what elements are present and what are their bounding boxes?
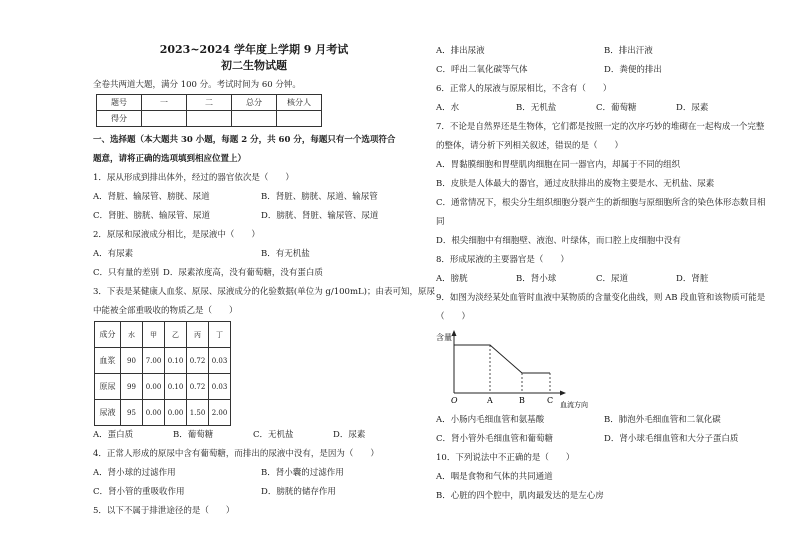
origin-label: O <box>451 396 458 405</box>
table-header-cell: 甲 <box>143 322 165 348</box>
q2-stem: 2．原尿和尿液成分相比，是尿液中（ ） <box>93 230 260 241</box>
q7-option-a[interactable]: A．胃黏膜细胞和胃壁肌肉细胞在同一器官内，却属于不同的组织 <box>436 160 681 170</box>
table-header-cell: 丁 <box>209 322 231 348</box>
q2-option-d[interactable]: D．尿素浓度高，没有葡萄糖，没有蛋白质 <box>163 268 323 279</box>
table-cell: 原尿 <box>95 374 121 400</box>
score-cell: 核分人 <box>277 95 322 111</box>
q8-option-d[interactable]: D．肾脏 <box>676 274 709 284</box>
q7-option-c[interactable]: C．通常情况下，根尖分生组织细胞分裂产生的新细胞与原细胞所含的染色体形态数目相 <box>436 198 766 208</box>
table-header-cell: 乙 <box>165 322 187 348</box>
score-cell: 二 <box>187 95 232 111</box>
q10-option-a[interactable]: A．咽是食物和气体的共同通道 <box>436 472 553 482</box>
q6-options <box>436 99 766 118</box>
y-axis-label: 含量 <box>436 333 452 342</box>
q1-option-d[interactable]: D．膀胱、肾脏、输尿管、尿道 <box>261 211 379 222</box>
score-cell: 得分 <box>97 111 142 127</box>
q8-options <box>436 270 766 289</box>
q1-stem: 1．尿从形成到排出体外，经过的器官依次是（ ） <box>93 173 294 184</box>
q8-option-a[interactable]: A．膀胱 <box>436 274 468 284</box>
table-cell: 95 <box>121 400 143 426</box>
q4-option-d[interactable]: D．膀胱的储存作用 <box>261 487 336 498</box>
table-cell: 2.00 <box>209 400 231 426</box>
q2-option-b[interactable]: B．有无机盐 <box>261 249 310 260</box>
q3-options <box>93 426 415 445</box>
table-cell: 0.03 <box>209 348 231 374</box>
y-axis-arrow <box>452 330 457 336</box>
table-row <box>95 374 231 400</box>
table-row <box>95 348 231 374</box>
point-b-label: B <box>519 396 525 405</box>
q2-options <box>93 245 415 264</box>
q8-stem: 8．形成尿液的主要器官是（ ） <box>436 255 569 265</box>
q9-option-d[interactable]: D．肾小球毛细血管和大分子蛋白质 <box>604 434 739 444</box>
table-cell: 0.10 <box>165 348 187 374</box>
q9-diagram <box>436 327 766 411</box>
q3-stem: 中能被全部重吸收的物质乙是（ ） <box>93 306 238 317</box>
q1-options <box>93 188 415 207</box>
exam-info: 全卷共两道大题，满分 100 分。考试时间为 60 分钟。 <box>93 80 301 91</box>
q10-stem: 10．下列说法中不正确的是（ ） <box>436 453 575 463</box>
q10-option-b[interactable]: B．心脏的四个腔中，肌肉最发达的是左心房 <box>436 491 604 501</box>
q3-option-d[interactable]: D．尿素 <box>333 430 366 441</box>
table-cell: 血浆 <box>95 348 121 374</box>
x-axis-arrow <box>560 391 566 396</box>
section-heading: 题意，请将正确的选项填到相应位置上） <box>93 154 247 165</box>
q4-option-c[interactable]: C．肾小管的重吸收作用 <box>93 487 185 498</box>
q9-option-a[interactable]: A．小肠内毛细血管和氨基酸 <box>436 415 545 425</box>
table-header-cell: 成分 <box>95 322 121 348</box>
x-axis-label: 血流方向 <box>560 401 588 409</box>
q6-option-d[interactable]: D．尿素 <box>676 103 709 113</box>
table-header-cell: 水 <box>121 322 143 348</box>
table-cell: 90 <box>121 348 143 374</box>
q8-option-b[interactable]: B．肾小球 <box>516 274 557 284</box>
point-c-label: C <box>547 396 554 405</box>
q4-options <box>93 483 415 502</box>
q9-option-c[interactable]: C．肾小管外毛细血管和葡萄糖 <box>436 434 554 444</box>
q3-stem: 3．下表是某健康人血浆、原尿、尿液成分的化验数据(单位为 g/100mL)；由表可知，原尿 <box>93 287 435 298</box>
table-row <box>95 400 231 426</box>
table-cell: 7.00 <box>143 348 165 374</box>
q4-options <box>93 464 415 483</box>
table-cell: 0.03 <box>209 374 231 400</box>
score-table <box>96 94 322 127</box>
q7-option-b[interactable]: B．皮肤是人体最大的器官，通过皮肤排出的废物主要是水、无机盐、尿素 <box>436 179 715 189</box>
q5-stem: 5．以下不属于排泄途径的是（ ） <box>93 506 235 517</box>
table-cell: 1.50 <box>187 400 209 426</box>
q5-option-d[interactable]: D．粪便的排出 <box>604 65 662 75</box>
q9-options <box>436 430 766 449</box>
q7-stem: 的整体，请分析下列相关叙述，错误的是（ ） <box>436 141 624 151</box>
q7-option-c-cont: 同 <box>436 217 445 227</box>
right-column <box>436 42 766 506</box>
q5-options <box>436 61 766 80</box>
q7-stem: 7．不论是自然界还是生物体，它们都是按照一定的次序巧妙的堆砌在一起构成一个完整 <box>436 122 765 132</box>
section-heading: 一、选择题（本大题共 30 小题，每题 2 分，共 60 分，每题只有一个选项符合 <box>93 135 396 146</box>
table-cell: 0.00 <box>143 374 165 400</box>
table-cell: 0.00 <box>143 400 165 426</box>
q4-stem: 4．正常人形成的原尿中含有葡萄糖，而排出的尿液中没有，是因为（ ） <box>93 449 379 460</box>
q7-option-d[interactable]: D．根尖细胞中有细胞壁、液泡、叶绿体，而口腔上皮细胞中没有 <box>436 236 681 246</box>
score-cell: 一 <box>142 95 187 111</box>
q4-option-b[interactable]: B．肾小囊的过滤作用 <box>261 468 344 479</box>
table-header-cell: 丙 <box>187 322 209 348</box>
left-column <box>93 40 435 521</box>
q1-options <box>93 207 415 226</box>
table-cell: 0.10 <box>165 374 187 400</box>
table-cell: 0.72 <box>187 348 209 374</box>
q9-options <box>436 411 766 430</box>
score-cell[interactable] <box>187 111 232 127</box>
exam-subtitle: 初二生物试题 <box>221 58 287 72</box>
point-a-label: A <box>487 396 493 405</box>
q5-option-b[interactable]: B．排出汗液 <box>604 46 653 56</box>
exam-title: 2023~2024 学年度上学期 9 月考试 <box>159 43 349 56</box>
q4-option-a[interactable]: A．肾小球的过滤作用 <box>93 468 176 479</box>
q5-option-c[interactable]: C．呼出二氧化碳等气体 <box>436 65 528 75</box>
q1-option-a[interactable]: A．肾脏、输尿管、膀胱、尿道 <box>93 192 210 203</box>
q6-option-b[interactable]: B．无机盐 <box>516 103 557 113</box>
table-cell: 0.00 <box>165 400 187 426</box>
content-curve <box>454 345 550 373</box>
score-cell: 题号 <box>97 95 142 111</box>
q6-option-a[interactable]: A．水 <box>436 103 460 113</box>
q3-data-table <box>94 321 231 426</box>
q6-stem: 6．正常人的尿液与原尿相比，不含有（ ） <box>436 84 612 94</box>
q2-option-c[interactable]: C．只有量的差别 <box>93 268 160 279</box>
table-cell: 99 <box>121 374 143 400</box>
q1-option-b[interactable]: B．肾脏、膀胱、尿道、输尿管 <box>261 192 378 203</box>
score-cell[interactable] <box>232 111 277 127</box>
q9-stem: 9．如图为淡经某处血管时血液中某物质的含量变化曲线，则 AB 段血管和该物质可能是 <box>436 293 766 303</box>
q5-options <box>436 42 766 61</box>
score-cell[interactable] <box>277 111 322 127</box>
q3-option-c[interactable]: C．无机盐 <box>253 430 294 441</box>
q1-option-c[interactable]: C．肾脏、膀胱、输尿管、尿道 <box>93 211 211 222</box>
q5-option-a[interactable]: A．排出尿液 <box>436 46 485 56</box>
score-cell[interactable] <box>142 111 187 127</box>
table-cell: 0.72 <box>187 374 209 400</box>
score-cell: 总分 <box>232 95 277 111</box>
q2-options <box>93 264 415 283</box>
q9-stem: （ ） <box>436 312 471 322</box>
q2-option-a[interactable]: A．有尿素 <box>93 249 134 260</box>
q3-option-a[interactable]: A．蛋白质 <box>93 430 134 441</box>
q9-curve-diagram <box>436 327 616 411</box>
q6-option-c[interactable]: C．葡萄糖 <box>596 103 637 113</box>
q3-option-b[interactable]: B．葡萄糖 <box>173 430 214 441</box>
q9-option-b[interactable]: B．肺泡外毛细血管和二氧化碳 <box>604 415 721 425</box>
q8-option-c[interactable]: C．尿道 <box>596 274 629 284</box>
table-cell: 尿液 <box>95 400 121 426</box>
